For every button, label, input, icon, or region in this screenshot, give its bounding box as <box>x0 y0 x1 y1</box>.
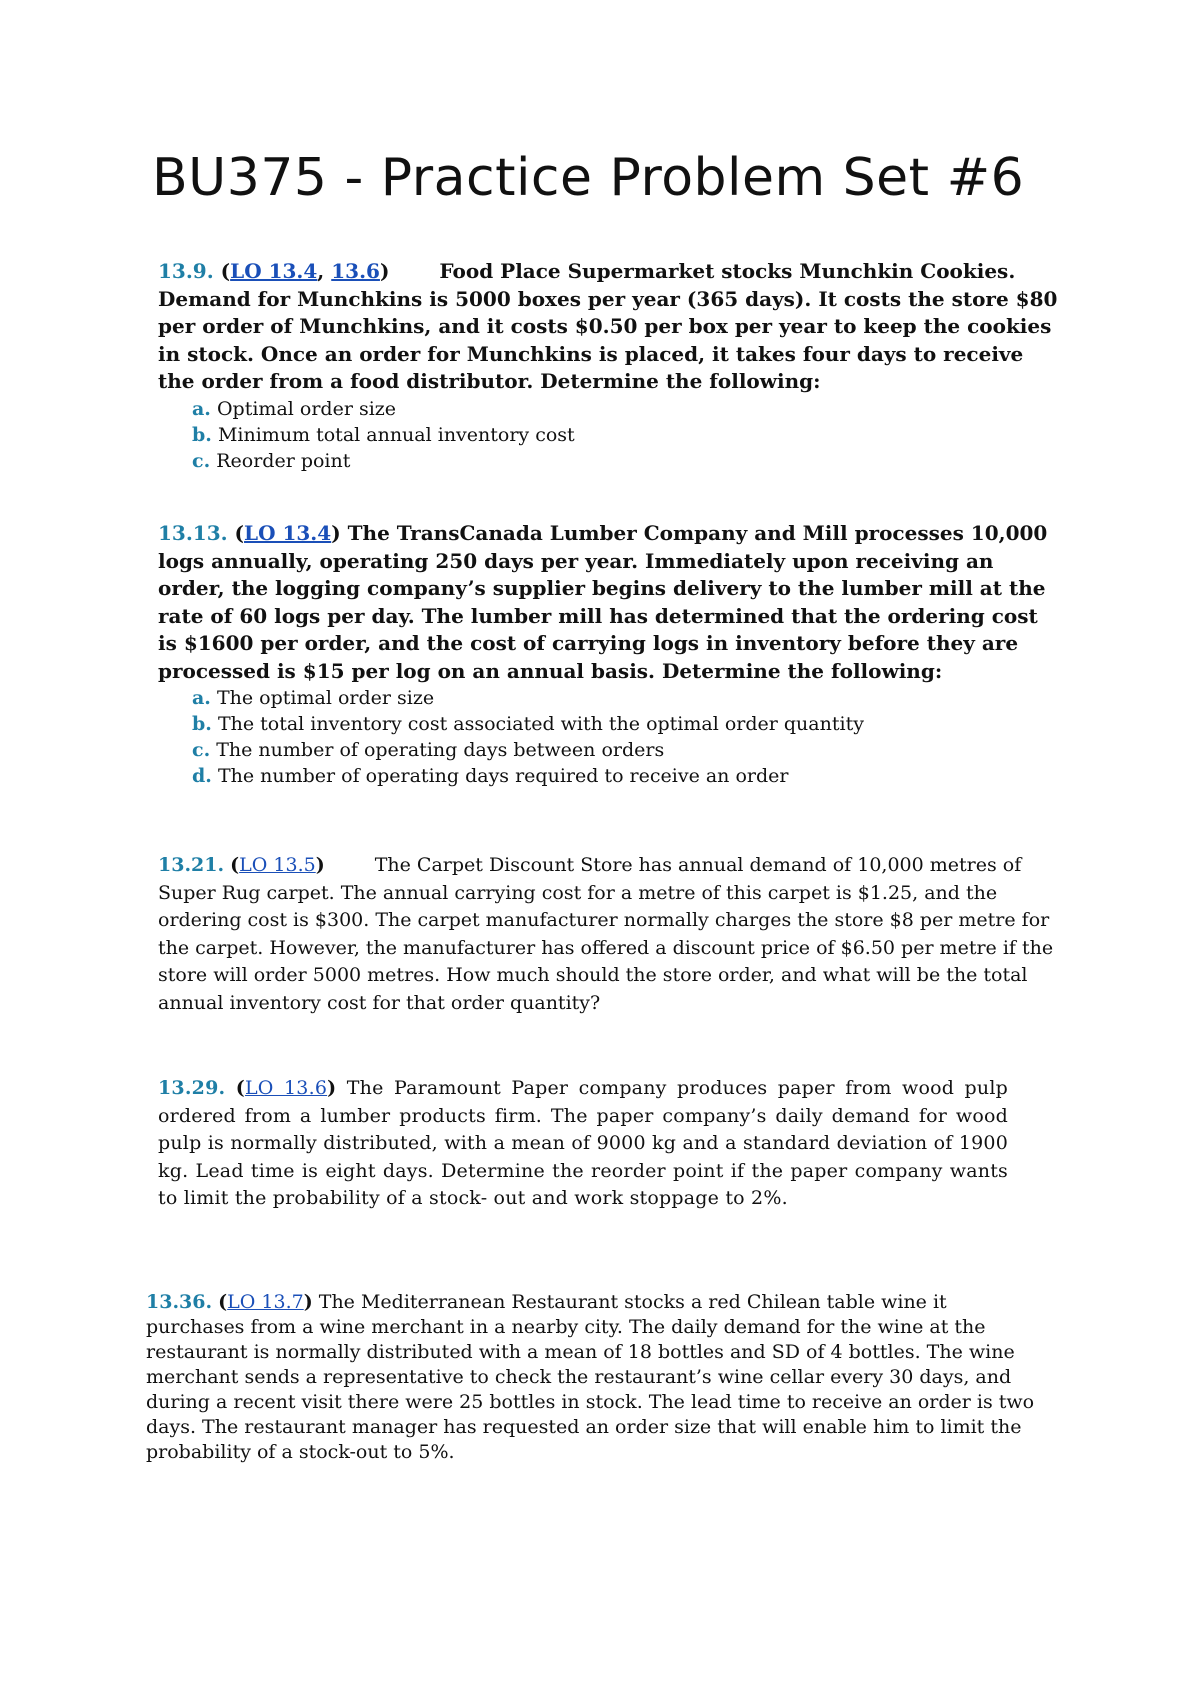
problem-text: Food Place Supermarket stocks Munchkin Cookies. Demand for Munchkins is 5000 boxes per year (365 days). It costs the store $80 per order of Munchkins, and it costs $0.50 per box per year to keep the cookies in stock. Once an order for Munchkins is placed, it takes four days to receive the order from a food distributor. Determine the following: <box>158 259 1058 393</box>
list-item: a. Optimal order size <box>192 397 397 420</box>
lo-link[interactable]: LO 13.4 <box>230 259 318 283</box>
problem-number: 13.29. <box>158 1077 226 1099</box>
problem-text: The Paramount Paper company produces paper from wood pulp ordered from a lumber products firm. The paper company’s daily demand for wood pulp is normally distributed, with a mean of 9000 kg and a standard deviation of 1900 kg. Lead time is eight days. Determine the reorder point if the paper company wants to limit the probability of a stock- out and work stoppage to 2%. <box>158 1077 1008 1209</box>
problem-statement: 13.21. (LO 13.5) The Carpet Discount Store has annual demand of 10,000 metres of Super Rug carpet. The annual carrying cost for a metre of this carpet is $1.25, and the ordering cost is $300. The carpet manufacturer normally charges the store $8 per metre for the carpet. However, the manufacturer has offered a discount price of $6.50 per metre if the store will order 5000 metres. How much should the store order, and what will be the total annual inventory cost for that order quantity? <box>158 854 1054 1014</box>
problem-statement: 13.9. (LO 13.4, 13.6) Food Place Supermarket stocks Munchkin Cookies. Demand for Munchkins is 5000 boxes per year (365 days). It costs the store $80 per order of Munchkins, and it costs $0.50 per box per year to keep the cookies in stock. Once an order for Munchkins is placed, it takes four days to receive the order from a food distributor. Determine the following: <box>158 259 1058 393</box>
problem-13-9 <box>158 258 1058 474</box>
problem-statement: 13.13. (LO 13.4) The TransCanada Lumber Company and Mill processes 10,000 logs annually, operating 250 days per year. Immediately upon receiving an order, the logging company’s supplier begins delivery to the lumber mill at the rate of 60 logs per day. The lumber mill has determined that the ordering cost is $1600 per order, and the cost of carrying logs in inventory before they are processed is $15 per log on an annual basis. Determine the following: <box>158 521 1048 683</box>
problem-text: The TransCanada Lumber Company and Mill processes 10,000 logs annually, operating 250 days per year. Immediately upon receiving an order, the logging company’s supplier begins delivery to the lumber mill at the rate of 60 logs per day. The lumber mill has determined that the ordering cost is $1600 per order, and the cost of carrying logs in inventory before they are processed is $15 per log on an annual basis. Determine the following: <box>158 521 1048 683</box>
problem-13-13 <box>158 520 1058 789</box>
problem-statement: 13.36. (LO 13.7) The Mediterranean Restaurant stocks a red Chilean table wine it purchases from a wine merchant in a nearby city. The daily demand for the wine at the restaurant is normally distributed with a mean of 18 bottles and SD of 4 bottles. The wine merchant sends a representative to check the restaurant’s wine cellar every 30 days, and during a recent visit there were 25 bottles in stock. The lead time to receive an order is two days. The restaurant manager has requested an order size that will enable him to limit the probability of a stock-out to 5%. <box>146 1291 1035 1463</box>
lo-link[interactable]: LO 13.7 <box>227 1291 304 1313</box>
problem-number: 13.13. <box>158 521 228 545</box>
problem-13-29 <box>158 1075 1008 1213</box>
problem-number: 13.21. <box>158 854 225 876</box>
lo-link[interactable]: LO 13.6 <box>244 1077 328 1099</box>
lo-link[interactable]: 13.6 <box>331 259 380 283</box>
problem-13-36 <box>146 1290 1046 1465</box>
problem-text: The Carpet Discount Store has annual demand of 10,000 metres of Super Rug carpet. The annual carrying cost for a metre of this carpet is $1.25, and the ordering cost is $300. The carpet manufacturer normally charges the store $8 per metre for the carpet. However, the manufacturer has offered a discount price of $6.50 per metre if the store will order 5000 metres. How much should the store order, and what will be the total annual inventory cost for that order quantity? <box>158 854 1054 1014</box>
problem-parts-list <box>158 396 1058 474</box>
list-item: a. The optimal order size <box>192 687 435 709</box>
list-item: b. The total inventory cost associated with the optimal order quantity <box>192 713 864 735</box>
list-item: c. The number of operating days between orders <box>192 739 665 761</box>
list-item: d. The number of operating days required to receive an order <box>192 765 789 787</box>
problem-13-21 <box>158 852 1058 1017</box>
lo-link[interactable]: LO 13.4 <box>244 521 332 545</box>
problem-parts-list <box>158 685 1058 789</box>
list-item: c. Reorder point <box>192 449 351 472</box>
page-title: BU375 - Practice Problem Set #6 <box>152 148 1025 208</box>
problem-number: 13.36. <box>146 1291 213 1313</box>
problem-number: 13.9. <box>158 259 214 283</box>
list-item: b. Minimum total annual inventory cost <box>192 423 575 446</box>
problem-statement: 13.29. (LO 13.6) The Paramount Paper company produces paper from wood pulp ordered from a lumber products firm. The paper company’s daily demand for wood pulp is normally distributed, with a mean of 9000 kg and a standard deviation of 1900 kg. Lead time is eight days. Determine the reorder point if the paper company wants to limit the probability of a stock- out and work stoppage to 2%. <box>158 1077 1008 1209</box>
lo-link[interactable]: LO 13.5 <box>239 854 316 876</box>
problem-text: The Mediterranean Restaurant stocks a red Chilean table wine it purchases from a wine merchant in a nearby city. The daily demand for the wine at the restaurant is normally distributed with a mean of 18 bottles and SD of 4 bottles. The wine merchant sends a representative to check the restaurant’s wine cellar every 30 days, and during a recent visit there were 25 bottles in stock. The lead time to receive an order is two days. The restaurant manager has requested an order size that will enable him to limit the probability of a stock-out to 5%. <box>146 1291 1035 1463</box>
